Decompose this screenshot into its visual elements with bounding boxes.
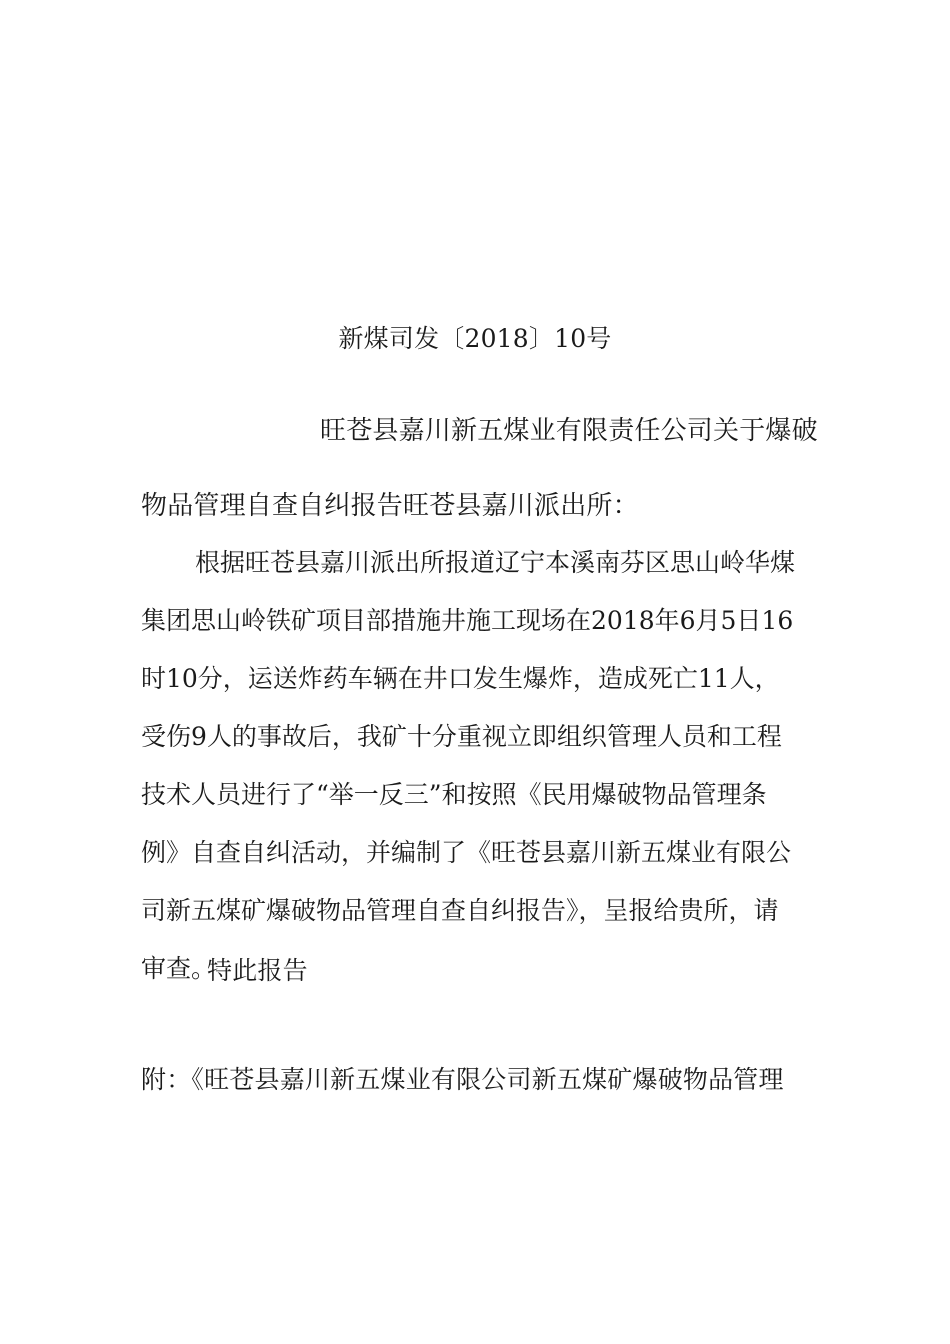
- document-number: 新煤司发〔2018〕10号: [338, 324, 612, 353]
- body-line: 司新五煤矿爆破物品管理自查自纠报告》，呈报给贵所，请: [141, 896, 779, 925]
- document-title-line-1: 旺苍县嘉川新五煤业有限责任公司关于爆破: [320, 416, 818, 446]
- body-line: 例》自查自纠活动，并编制了《旺苍县嘉川新五煤业有限公: [141, 838, 792, 867]
- body-line: 时10分，运送炸药车辆在井口发生爆炸，造成死亡11人，: [141, 664, 780, 693]
- body-paragraph: [141, 548, 809, 1012]
- body-line: 审查。: [141, 954, 217, 983]
- body-line: 根据旺苍县嘉川派出所报道辽宁本溪南芬区思山岭华煤: [195, 548, 796, 577]
- closing-text: 特此报告: [207, 956, 308, 985]
- body-line: 受伤9人的事故后，我矿十分重视立即组织管理人员和工程: [141, 722, 782, 751]
- body-line: 集团思山岭铁矿项目部措施井施工现场在2018年6月5日16: [141, 606, 794, 635]
- document-title-line-2: 物品管理自查自纠报告旺苍县嘉川派出所：: [141, 491, 639, 521]
- attachment-line: 附：《旺苍县嘉川新五煤业有限公司新五煤矿爆破物品管理: [141, 1065, 784, 1094]
- body-line: 技术人员进行了“举一反三”和按照《民用爆破物品管理条: [141, 780, 767, 809]
